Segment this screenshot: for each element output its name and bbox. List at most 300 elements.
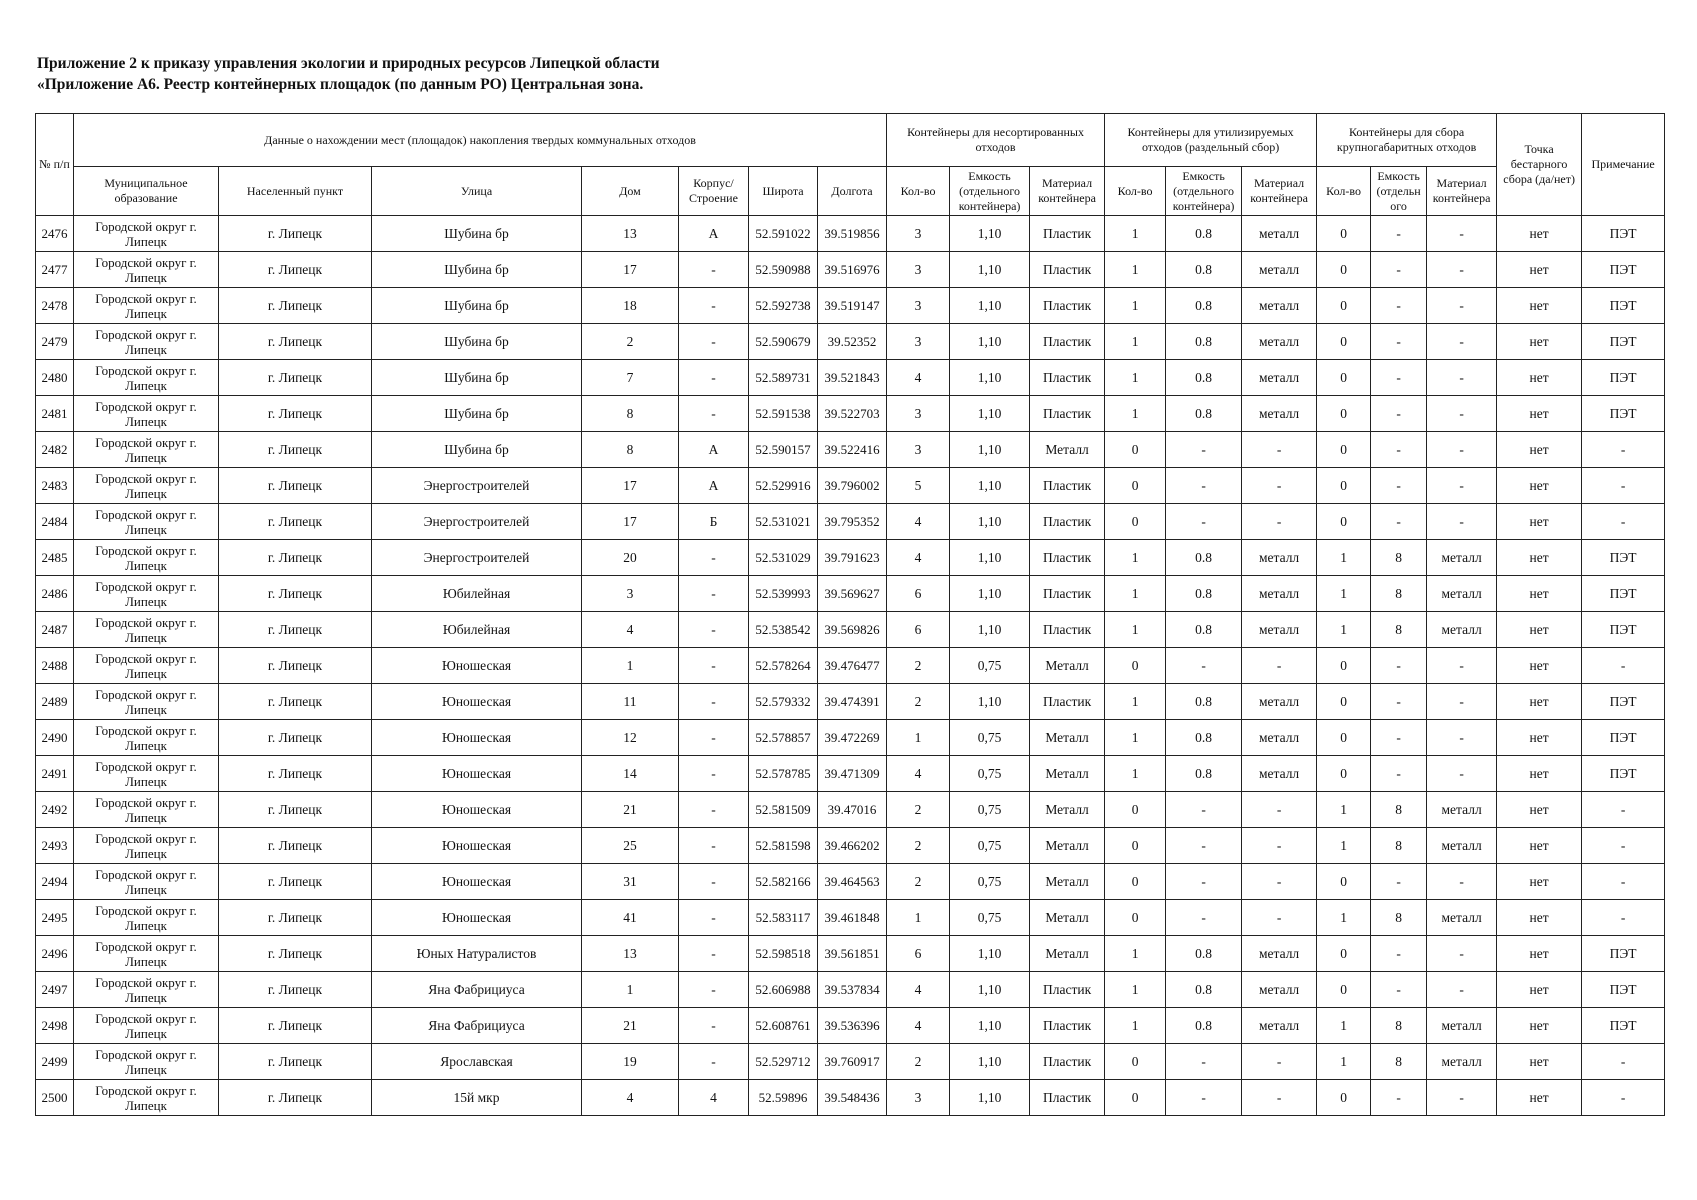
cell-unsorted-count: 2 bbox=[887, 792, 950, 828]
cell-recyclable-material: металл bbox=[1242, 612, 1317, 648]
cell-unsorted-count: 3 bbox=[887, 216, 950, 252]
cell-municipality: Городской округ г. Липецк bbox=[74, 648, 219, 684]
cell-note: - bbox=[1582, 1044, 1665, 1080]
cell-note: ПЭТ bbox=[1582, 324, 1665, 360]
cell-unsorted-material: Металл bbox=[1030, 792, 1105, 828]
cell-row-number: 2495 bbox=[36, 900, 74, 936]
cell-house: 21 bbox=[582, 792, 679, 828]
cell-recyclable-count: 1 bbox=[1105, 324, 1166, 360]
header-note: Примечание bbox=[1582, 114, 1665, 216]
cell-longitude: 39.474391 bbox=[818, 684, 887, 720]
cell-bulky-count: 1 bbox=[1317, 1008, 1371, 1044]
header-building: Корпус/ Строение bbox=[679, 167, 749, 216]
cell-note: ПЭТ bbox=[1582, 972, 1665, 1008]
cell-street: Юбилейная bbox=[372, 576, 582, 612]
cell-municipality: Городской округ г. Липецк bbox=[74, 972, 219, 1008]
cell-unsorted-count: 1 bbox=[887, 900, 950, 936]
cell-latitude: 52.591022 bbox=[749, 216, 818, 252]
cell-street: Шубина бр bbox=[372, 216, 582, 252]
cell-recyclable-count: 1 bbox=[1105, 972, 1166, 1008]
cell-bagless: нет bbox=[1497, 828, 1582, 864]
cell-bulky-count: 0 bbox=[1317, 936, 1371, 972]
cell-street: Шубина бр bbox=[372, 432, 582, 468]
cell-recyclable-material: металл bbox=[1242, 288, 1317, 324]
cell-note: ПЭТ bbox=[1582, 540, 1665, 576]
cell-unsorted-material: Пластик bbox=[1030, 1080, 1105, 1116]
cell-bagless: нет bbox=[1497, 1044, 1582, 1080]
cell-row-number: 2491 bbox=[36, 756, 74, 792]
cell-bulky-count: 1 bbox=[1317, 576, 1371, 612]
cell-recyclable-capacity: 0.8 bbox=[1166, 288, 1242, 324]
cell-building: - bbox=[679, 864, 749, 900]
header-street: Улица bbox=[372, 167, 582, 216]
cell-bulky-count: 1 bbox=[1317, 1044, 1371, 1080]
table-body bbox=[36, 216, 1665, 1116]
cell-bagless: нет bbox=[1497, 684, 1582, 720]
cell-municipality: Городской округ г. Липецк bbox=[74, 900, 219, 936]
cell-bulky-material: - bbox=[1427, 684, 1497, 720]
cell-unsorted-capacity: 0,75 bbox=[950, 648, 1030, 684]
cell-bulky-capacity: - bbox=[1371, 360, 1427, 396]
cell-unsorted-count: 3 bbox=[887, 324, 950, 360]
cell-unsorted-count: 2 bbox=[887, 684, 950, 720]
cell-municipality: Городской округ г. Липецк bbox=[74, 756, 219, 792]
cell-street: Юношеская bbox=[372, 792, 582, 828]
cell-unsorted-capacity: 1,10 bbox=[950, 468, 1030, 504]
cell-longitude: 39.569826 bbox=[818, 612, 887, 648]
cell-unsorted-capacity: 1,10 bbox=[950, 1080, 1030, 1116]
cell-recyclable-count: 1 bbox=[1105, 576, 1166, 612]
header-bulky-material: Материал контейнера bbox=[1427, 167, 1497, 216]
header-unsorted-capacity: Емкость (отдельного контейнера) bbox=[950, 167, 1030, 216]
cell-note: - bbox=[1582, 864, 1665, 900]
cell-bulky-material: - bbox=[1427, 216, 1497, 252]
cell-street: Юношеская bbox=[372, 864, 582, 900]
cell-recyclable-material: металл bbox=[1242, 684, 1317, 720]
cell-unsorted-count: 3 bbox=[887, 288, 950, 324]
cell-bulky-count: 0 bbox=[1317, 684, 1371, 720]
cell-house: 17 bbox=[582, 504, 679, 540]
cell-bulky-material: - bbox=[1427, 1080, 1497, 1116]
cell-recyclable-count: 1 bbox=[1105, 936, 1166, 972]
cell-house: 12 bbox=[582, 720, 679, 756]
cell-note: - bbox=[1582, 504, 1665, 540]
cell-locality: г. Липецк bbox=[219, 288, 372, 324]
cell-municipality: Городской округ г. Липецк bbox=[74, 828, 219, 864]
cell-locality: г. Липецк bbox=[219, 216, 372, 252]
cell-house: 17 bbox=[582, 468, 679, 504]
cell-street: Шубина бр bbox=[372, 396, 582, 432]
cell-row-number: 2489 bbox=[36, 684, 74, 720]
cell-recyclable-material: металл bbox=[1242, 1008, 1317, 1044]
cell-recyclable-capacity: 0.8 bbox=[1166, 936, 1242, 972]
cell-longitude: 39.516976 bbox=[818, 252, 887, 288]
cell-recyclable-count: 0 bbox=[1105, 792, 1166, 828]
table-row bbox=[36, 1080, 1665, 1116]
cell-bagless: нет bbox=[1497, 864, 1582, 900]
header-house: Дом bbox=[582, 167, 679, 216]
cell-bagless: нет bbox=[1497, 756, 1582, 792]
cell-longitude: 39.466202 bbox=[818, 828, 887, 864]
cell-recyclable-material: металл bbox=[1242, 252, 1317, 288]
cell-street: 15й мкр bbox=[372, 1080, 582, 1116]
cell-bulky-capacity: 8 bbox=[1371, 1044, 1427, 1080]
cell-locality: г. Липецк bbox=[219, 1080, 372, 1116]
cell-unsorted-capacity: 0,75 bbox=[950, 792, 1030, 828]
cell-building: А bbox=[679, 468, 749, 504]
cell-latitude: 52.608761 bbox=[749, 1008, 818, 1044]
cell-row-number: 2493 bbox=[36, 828, 74, 864]
cell-bulky-material: - bbox=[1427, 864, 1497, 900]
table-row bbox=[36, 684, 1665, 720]
cell-house: 41 bbox=[582, 900, 679, 936]
cell-unsorted-capacity: 0,75 bbox=[950, 900, 1030, 936]
cell-street: Шубина бр bbox=[372, 360, 582, 396]
cell-recyclable-capacity: 0.8 bbox=[1166, 324, 1242, 360]
cell-bulky-capacity: - bbox=[1371, 396, 1427, 432]
cell-latitude: 52.592738 bbox=[749, 288, 818, 324]
cell-unsorted-capacity: 1,10 bbox=[950, 216, 1030, 252]
cell-recyclable-material: металл bbox=[1242, 972, 1317, 1008]
cell-unsorted-material: Металл bbox=[1030, 720, 1105, 756]
cell-street: Юных Натуралистов bbox=[372, 936, 582, 972]
cell-recyclable-material: металл bbox=[1242, 360, 1317, 396]
cell-recyclable-count: 0 bbox=[1105, 648, 1166, 684]
cell-bulky-count: 0 bbox=[1317, 864, 1371, 900]
cell-municipality: Городской округ г. Липецк bbox=[74, 432, 219, 468]
header-recyclable-material: Материал контейнера bbox=[1242, 167, 1317, 216]
cell-bulky-material: - bbox=[1427, 648, 1497, 684]
cell-unsorted-count: 6 bbox=[887, 936, 950, 972]
cell-recyclable-count: 0 bbox=[1105, 504, 1166, 540]
cell-bulky-count: 1 bbox=[1317, 612, 1371, 648]
cell-recyclable-capacity: 0.8 bbox=[1166, 252, 1242, 288]
cell-bagless: нет bbox=[1497, 1080, 1582, 1116]
cell-building: - bbox=[679, 828, 749, 864]
cell-unsorted-count: 2 bbox=[887, 864, 950, 900]
cell-row-number: 2487 bbox=[36, 612, 74, 648]
cell-recyclable-count: 0 bbox=[1105, 1080, 1166, 1116]
cell-unsorted-material: Пластик bbox=[1030, 1008, 1105, 1044]
cell-bulky-capacity: - bbox=[1371, 288, 1427, 324]
cell-note: - bbox=[1582, 792, 1665, 828]
cell-unsorted-count: 1 bbox=[887, 720, 950, 756]
cell-bulky-count: 0 bbox=[1317, 648, 1371, 684]
cell-unsorted-count: 6 bbox=[887, 612, 950, 648]
cell-municipality: Городской округ г. Липецк bbox=[74, 792, 219, 828]
cell-street: Ярославская bbox=[372, 1044, 582, 1080]
cell-row-number: 2494 bbox=[36, 864, 74, 900]
cell-bagless: нет bbox=[1497, 972, 1582, 1008]
cell-bulky-capacity: - bbox=[1371, 432, 1427, 468]
table-row bbox=[36, 756, 1665, 792]
cell-house: 25 bbox=[582, 828, 679, 864]
cell-unsorted-material: Пластик bbox=[1030, 576, 1105, 612]
cell-bulky-capacity: 8 bbox=[1371, 900, 1427, 936]
cell-longitude: 39.537834 bbox=[818, 972, 887, 1008]
cell-recyclable-material: - bbox=[1242, 1044, 1317, 1080]
cell-bulky-capacity: 8 bbox=[1371, 828, 1427, 864]
cell-bagless: нет bbox=[1497, 396, 1582, 432]
cell-locality: г. Липецк bbox=[219, 720, 372, 756]
table-row bbox=[36, 432, 1665, 468]
cell-municipality: Городской округ г. Липецк bbox=[74, 1044, 219, 1080]
cell-recyclable-count: 1 bbox=[1105, 684, 1166, 720]
cell-locality: г. Липецк bbox=[219, 864, 372, 900]
cell-bagless: нет bbox=[1497, 432, 1582, 468]
cell-recyclable-material: металл bbox=[1242, 216, 1317, 252]
cell-latitude: 52.531029 bbox=[749, 540, 818, 576]
header-bagless: Точка бестарного сбора (да/нет) bbox=[1497, 114, 1582, 216]
table-row bbox=[36, 360, 1665, 396]
cell-bulky-capacity: - bbox=[1371, 972, 1427, 1008]
cell-latitude: 52.590679 bbox=[749, 324, 818, 360]
cell-bulky-material: - bbox=[1427, 360, 1497, 396]
cell-municipality: Городской округ г. Липецк bbox=[74, 540, 219, 576]
cell-street: Шубина бр bbox=[372, 288, 582, 324]
cell-building: - bbox=[679, 720, 749, 756]
cell-bulky-material: - bbox=[1427, 936, 1497, 972]
cell-bulky-count: 1 bbox=[1317, 792, 1371, 828]
cell-note: - bbox=[1582, 468, 1665, 504]
cell-municipality: Городской округ г. Липецк bbox=[74, 1008, 219, 1044]
document-title bbox=[37, 53, 660, 95]
cell-unsorted-material: Металл bbox=[1030, 900, 1105, 936]
cell-locality: г. Липецк bbox=[219, 828, 372, 864]
cell-recyclable-capacity: - bbox=[1166, 864, 1242, 900]
cell-bagless: нет bbox=[1497, 324, 1582, 360]
cell-unsorted-material: Пластик bbox=[1030, 684, 1105, 720]
cell-recyclable-capacity: 0.8 bbox=[1166, 540, 1242, 576]
cell-unsorted-count: 5 bbox=[887, 468, 950, 504]
cell-recyclable-count: 0 bbox=[1105, 1044, 1166, 1080]
cell-unsorted-material: Пластик bbox=[1030, 360, 1105, 396]
table-row bbox=[36, 900, 1665, 936]
cell-bulky-count: 1 bbox=[1317, 828, 1371, 864]
cell-note: ПЭТ bbox=[1582, 288, 1665, 324]
cell-recyclable-material: - bbox=[1242, 864, 1317, 900]
cell-unsorted-material: Пластик bbox=[1030, 504, 1105, 540]
cell-recyclable-capacity: 0.8 bbox=[1166, 684, 1242, 720]
cell-recyclable-material: металл bbox=[1242, 720, 1317, 756]
cell-street: Юношеская bbox=[372, 756, 582, 792]
cell-latitude: 52.582166 bbox=[749, 864, 818, 900]
cell-municipality: Городской округ г. Липецк bbox=[74, 1080, 219, 1116]
cell-house: 2 bbox=[582, 324, 679, 360]
cell-municipality: Городской округ г. Липецк bbox=[74, 936, 219, 972]
cell-house: 8 bbox=[582, 396, 679, 432]
cell-recyclable-count: 1 bbox=[1105, 252, 1166, 288]
cell-longitude: 39.464563 bbox=[818, 864, 887, 900]
table-row bbox=[36, 252, 1665, 288]
cell-recyclable-material: - bbox=[1242, 900, 1317, 936]
cell-street: Юбилейная bbox=[372, 612, 582, 648]
cell-house: 31 bbox=[582, 864, 679, 900]
cell-unsorted-count: 2 bbox=[887, 648, 950, 684]
cell-recyclable-count: 0 bbox=[1105, 432, 1166, 468]
cell-bulky-material: металл bbox=[1427, 576, 1497, 612]
cell-unsorted-material: Пластик bbox=[1030, 468, 1105, 504]
cell-unsorted-capacity: 0,75 bbox=[950, 720, 1030, 756]
cell-row-number: 2476 bbox=[36, 216, 74, 252]
cell-bulky-material: - bbox=[1427, 252, 1497, 288]
cell-longitude: 39.521843 bbox=[818, 360, 887, 396]
cell-recyclable-capacity: 0.8 bbox=[1166, 576, 1242, 612]
header-unsorted-count: Кол-во bbox=[887, 167, 950, 216]
cell-building: - bbox=[679, 648, 749, 684]
cell-unsorted-material: Пластик bbox=[1030, 1044, 1105, 1080]
cell-building: А bbox=[679, 216, 749, 252]
table-row bbox=[36, 216, 1665, 252]
cell-municipality: Городской округ г. Липецк bbox=[74, 216, 219, 252]
cell-recyclable-material: - bbox=[1242, 1080, 1317, 1116]
title-line-1: Приложение 2 к приказу управления экологии и природных ресурсов Липецкой области bbox=[37, 55, 660, 72]
cell-row-number: 2497 bbox=[36, 972, 74, 1008]
cell-house: 13 bbox=[582, 936, 679, 972]
cell-building: - bbox=[679, 288, 749, 324]
cell-house: 19 bbox=[582, 1044, 679, 1080]
cell-locality: г. Липецк bbox=[219, 324, 372, 360]
cell-building: - bbox=[679, 1044, 749, 1080]
cell-bulky-count: 0 bbox=[1317, 504, 1371, 540]
cell-street: Энергостроителей bbox=[372, 540, 582, 576]
cell-recyclable-count: 1 bbox=[1105, 216, 1166, 252]
cell-recyclable-capacity: - bbox=[1166, 828, 1242, 864]
cell-note: ПЭТ bbox=[1582, 936, 1665, 972]
cell-recyclable-capacity: 0.8 bbox=[1166, 360, 1242, 396]
cell-row-number: 2499 bbox=[36, 1044, 74, 1080]
header-bulky-count: Кол-во bbox=[1317, 167, 1371, 216]
cell-recyclable-capacity: 0.8 bbox=[1166, 216, 1242, 252]
cell-municipality: Городской округ г. Липецк bbox=[74, 396, 219, 432]
table-row bbox=[36, 828, 1665, 864]
cell-recyclable-material: - bbox=[1242, 828, 1317, 864]
cell-locality: г. Липецк bbox=[219, 432, 372, 468]
cell-latitude: 52.581598 bbox=[749, 828, 818, 864]
table-row bbox=[36, 1044, 1665, 1080]
cell-bulky-capacity: 8 bbox=[1371, 792, 1427, 828]
cell-longitude: 39.522416 bbox=[818, 432, 887, 468]
cell-street: Шубина бр bbox=[372, 324, 582, 360]
cell-longitude: 39.569627 bbox=[818, 576, 887, 612]
cell-recyclable-count: 0 bbox=[1105, 900, 1166, 936]
table-row bbox=[36, 792, 1665, 828]
table-row bbox=[36, 936, 1665, 972]
cell-recyclable-material: металл bbox=[1242, 540, 1317, 576]
cell-recyclable-material: металл bbox=[1242, 936, 1317, 972]
cell-locality: г. Липецк bbox=[219, 972, 372, 1008]
header-group-location: Данные о нахождении мест (площадок) накопления твердых коммунальных отходов bbox=[74, 114, 887, 167]
cell-bulky-material: - bbox=[1427, 396, 1497, 432]
cell-row-number: 2492 bbox=[36, 792, 74, 828]
cell-street: Шубина бр bbox=[372, 252, 582, 288]
cell-bulky-capacity: - bbox=[1371, 756, 1427, 792]
cell-recyclable-capacity: 0.8 bbox=[1166, 720, 1242, 756]
cell-unsorted-count: 4 bbox=[887, 540, 950, 576]
cell-bulky-capacity: - bbox=[1371, 216, 1427, 252]
cell-note: ПЭТ bbox=[1582, 576, 1665, 612]
cell-row-number: 2484 bbox=[36, 504, 74, 540]
cell-unsorted-count: 4 bbox=[887, 972, 950, 1008]
cell-street: Яна Фабрициуса bbox=[372, 1008, 582, 1044]
cell-unsorted-material: Металл bbox=[1030, 648, 1105, 684]
cell-latitude: 52.538542 bbox=[749, 612, 818, 648]
cell-building: - bbox=[679, 252, 749, 288]
cell-building: - bbox=[679, 396, 749, 432]
cell-bagless: нет bbox=[1497, 504, 1582, 540]
cell-latitude: 52.529916 bbox=[749, 468, 818, 504]
cell-recyclable-material: - bbox=[1242, 432, 1317, 468]
cell-unsorted-material: Металл bbox=[1030, 828, 1105, 864]
cell-row-number: 2488 bbox=[36, 648, 74, 684]
cell-building: - bbox=[679, 576, 749, 612]
cell-bulky-capacity: 8 bbox=[1371, 576, 1427, 612]
cell-latitude: 52.529712 bbox=[749, 1044, 818, 1080]
cell-latitude: 52.578857 bbox=[749, 720, 818, 756]
cell-recyclable-count: 1 bbox=[1105, 288, 1166, 324]
cell-recyclable-capacity: 0.8 bbox=[1166, 972, 1242, 1008]
cell-recyclable-capacity: - bbox=[1166, 648, 1242, 684]
cell-bagless: нет bbox=[1497, 792, 1582, 828]
cell-unsorted-material: Металл bbox=[1030, 432, 1105, 468]
cell-unsorted-capacity: 1,10 bbox=[950, 360, 1030, 396]
cell-latitude: 52.590157 bbox=[749, 432, 818, 468]
cell-bulky-capacity: - bbox=[1371, 936, 1427, 972]
cell-building: - bbox=[679, 324, 749, 360]
cell-bulky-material: - bbox=[1427, 324, 1497, 360]
cell-municipality: Городской округ г. Липецк bbox=[74, 684, 219, 720]
cell-bagless: нет bbox=[1497, 576, 1582, 612]
cell-longitude: 39.47016 bbox=[818, 792, 887, 828]
cell-note: ПЭТ bbox=[1582, 720, 1665, 756]
cell-municipality: Городской округ г. Липецк bbox=[74, 288, 219, 324]
table-row bbox=[36, 396, 1665, 432]
cell-bulky-count: 1 bbox=[1317, 540, 1371, 576]
cell-note: ПЭТ bbox=[1582, 1008, 1665, 1044]
cell-bulky-capacity: - bbox=[1371, 684, 1427, 720]
cell-longitude: 39.760917 bbox=[818, 1044, 887, 1080]
table-row bbox=[36, 612, 1665, 648]
cell-note: ПЭТ bbox=[1582, 756, 1665, 792]
title-line-2: «Приложение А6. Реестр контейнерных площадок (по данным РО) Центральная зона. bbox=[37, 76, 644, 93]
cell-locality: г. Липецк bbox=[219, 1044, 372, 1080]
cell-latitude: 52.539993 bbox=[749, 576, 818, 612]
cell-recyclable-count: 1 bbox=[1105, 360, 1166, 396]
cell-longitude: 39.536396 bbox=[818, 1008, 887, 1044]
cell-bulky-count: 0 bbox=[1317, 756, 1371, 792]
cell-bulky-material: - bbox=[1427, 288, 1497, 324]
cell-latitude: 52.589731 bbox=[749, 360, 818, 396]
cell-bulky-material: металл bbox=[1427, 1008, 1497, 1044]
table-row bbox=[36, 576, 1665, 612]
cell-unsorted-capacity: 1,10 bbox=[950, 612, 1030, 648]
cell-recyclable-material: - bbox=[1242, 468, 1317, 504]
cell-unsorted-count: 4 bbox=[887, 1008, 950, 1044]
header-num: № п/п bbox=[36, 114, 74, 216]
cell-recyclable-material: металл bbox=[1242, 396, 1317, 432]
cell-recyclable-count: 1 bbox=[1105, 540, 1166, 576]
cell-latitude: 52.578264 bbox=[749, 648, 818, 684]
cell-latitude: 52.590988 bbox=[749, 252, 818, 288]
cell-building: - bbox=[679, 540, 749, 576]
cell-row-number: 2500 bbox=[36, 1080, 74, 1116]
header-group-unsorted: Контейнеры для несортированных отходов bbox=[887, 114, 1105, 167]
cell-street: Юношеская bbox=[372, 828, 582, 864]
cell-street: Яна Фабрициуса bbox=[372, 972, 582, 1008]
cell-building: - bbox=[679, 684, 749, 720]
cell-municipality: Городской округ г. Липецк bbox=[74, 612, 219, 648]
cell-locality: г. Липецк bbox=[219, 504, 372, 540]
